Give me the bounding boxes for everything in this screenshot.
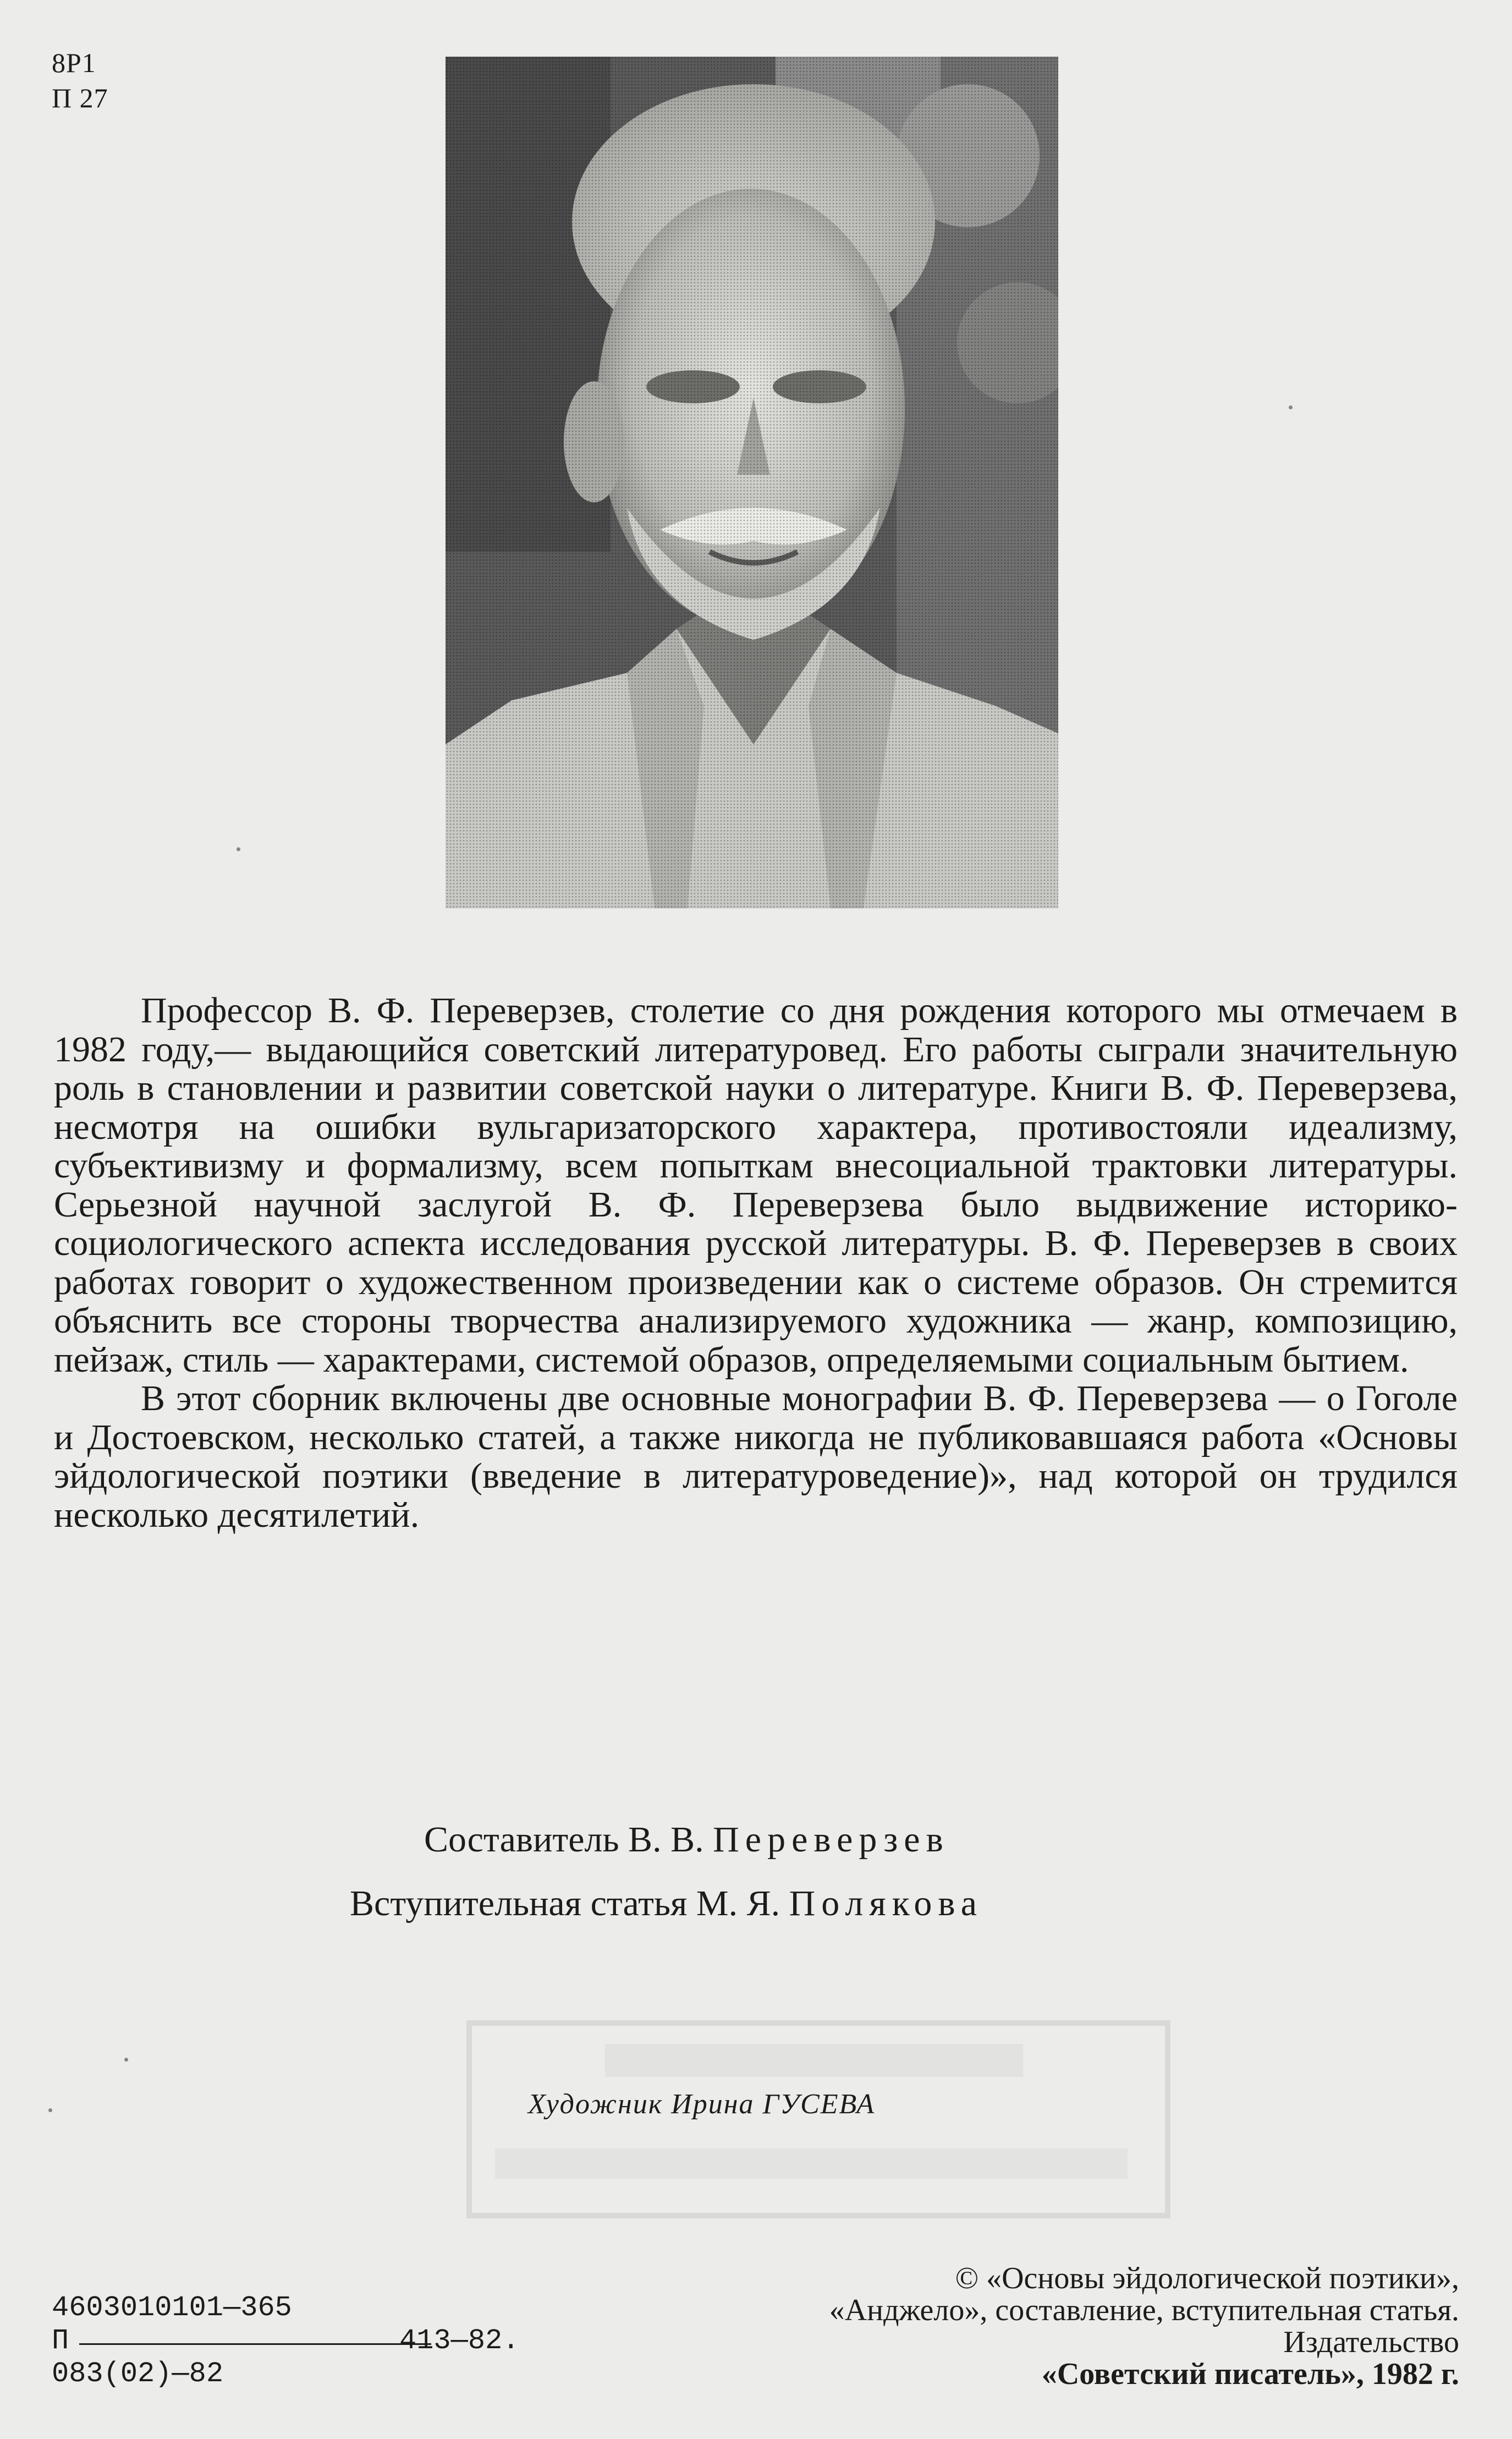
annotation-paragraph-1: Профессор В. Ф. Переверзев, столетие со дня рождения которого мы отмечаем в 1982 году,— выдающийся советский литературовед. Его работы сыграли значительную роль в становлении и развитии советской науки о литературе. Книги В. Ф. Переверзева, несмотря на ошибки вульгаризаторского характера, противостояли идеализму, субъективизму и формализму, всем попыткам внесоциальной трактовки литературы. Серьезной научной заслугой В. Ф. Переверзева было выдвижение историко-социологического аспекта исследования русской литературы. В. Ф. Переверзев в своих работах говорит о художественном произведении как о системе образов. Он стремится объяснить все стороны творчества анализируемого художника — жанр, композицию, пейзаж, стиль — характерами, системой образов, определяемыми социальным бытием. (54, 990, 1458, 1380)
author-portrait (446, 57, 1058, 908)
introduction-author: Полякова (789, 1883, 983, 1923)
introduction-credit (350, 1882, 983, 1926)
print-speck (48, 2108, 52, 2112)
publication-code-prefix: П (52, 2325, 69, 2357)
library-code-line-1: 8Р1 (52, 47, 96, 78)
artist-credit: Художник Ирина ГУСЕВА (528, 2089, 876, 2120)
stamp-ghost-band (605, 2044, 1023, 2077)
publication-code-middle (52, 2325, 520, 2358)
publication-code-top: 4603010101—365 (52, 2292, 292, 2324)
copyright-icon: © (955, 2261, 979, 2295)
copyright-line-2: «Анджело», составление, вступительная статья. (829, 2293, 1459, 2327)
print-speck (124, 2058, 128, 2062)
copyright-line-1 (634, 2262, 1459, 2294)
publication-code-bottom: 083(02)—82 (52, 2358, 224, 2390)
stamp-ghost-band (495, 2148, 1128, 2179)
portrait-photo-icon (446, 57, 1058, 908)
order-number: 413—82. (399, 2325, 520, 2357)
print-speck (237, 847, 240, 851)
compiler-credit (424, 1818, 949, 1862)
introduction-label: Вступительная статья М. Я. (350, 1883, 780, 1923)
annotation-paragraph-2: В этот сборник включены две основные монографии В. Ф. Переверзева — о Гоголе и Достоевском, несколько статей, а также никогда не публиковавшаяся работа «Основы эйдологической поэтики (введение в литературоведение)», над которой он трудился несколько десятилетий. (54, 1378, 1458, 1535)
print-speck (1289, 405, 1293, 409)
fraction-rule (79, 2343, 431, 2345)
book-annotation (54, 991, 1458, 1534)
compiler-label: Составитель В. В. (424, 1819, 704, 1860)
copyright-notice (634, 2262, 1459, 2390)
publication-code (52, 2292, 520, 2391)
library-code-line-2: П 27 (52, 83, 108, 113)
publisher-line: «Советский писатель», 1982 г. (1041, 2357, 1459, 2391)
library-classification-code (52, 45, 108, 116)
publication-year: 1982 г. (1371, 2357, 1459, 2391)
compiler-name: Переверзев (713, 1819, 949, 1860)
publisher-label: Издательство (1283, 2325, 1459, 2359)
publisher-name: «Советский писатель» (1041, 2357, 1356, 2391)
copyright-work-title: «Основы эйдологической поэтики», (986, 2261, 1459, 2295)
